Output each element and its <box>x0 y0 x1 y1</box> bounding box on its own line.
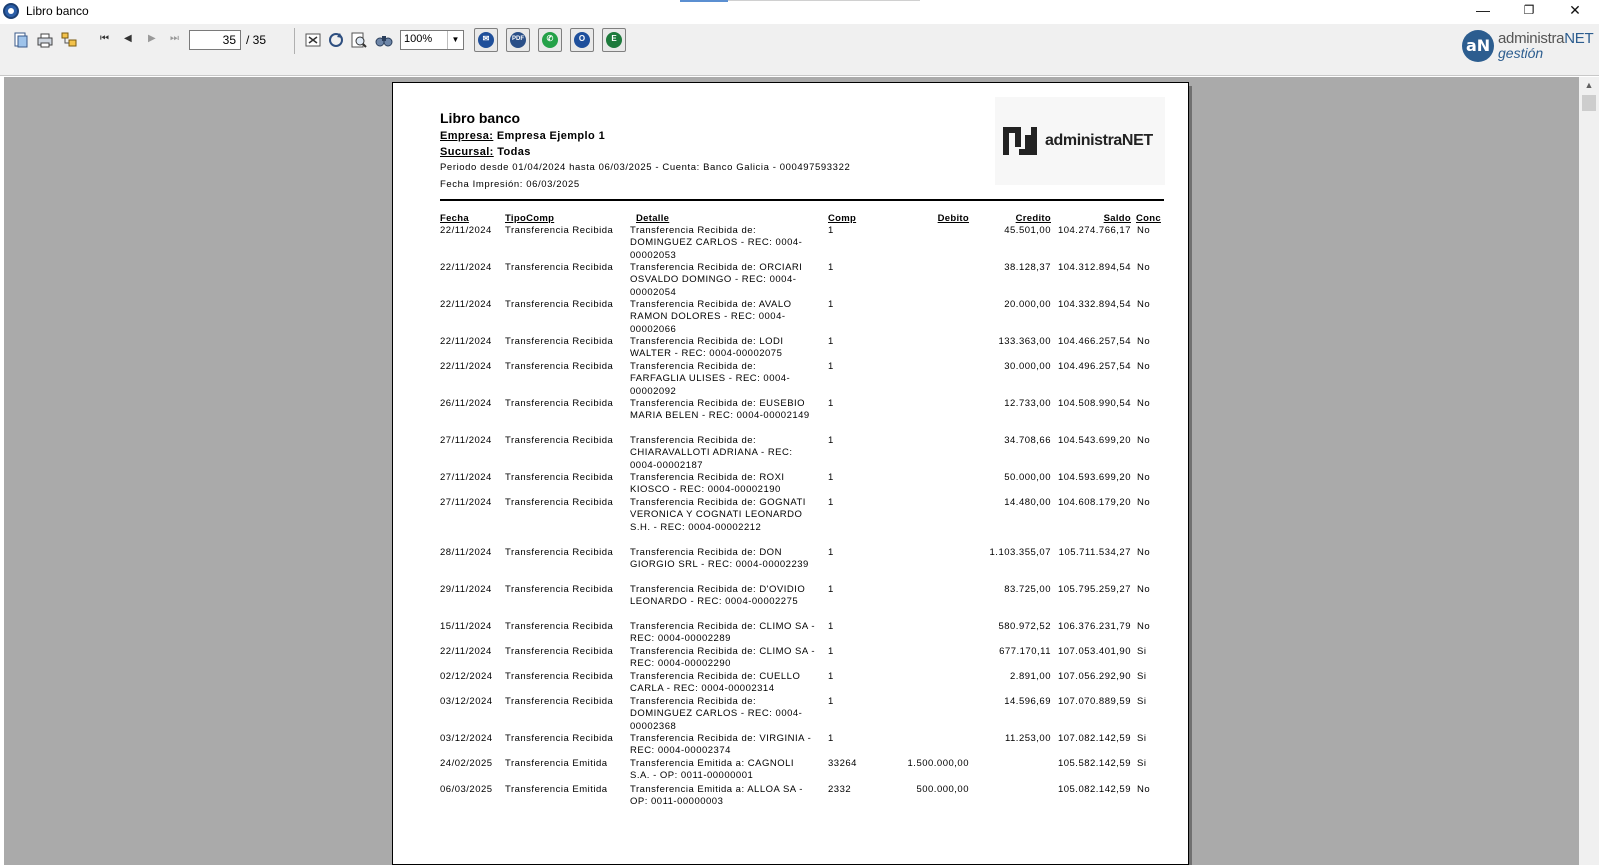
cell-conc: Si <box>1137 671 1147 682</box>
fecha-impresion-line: Fecha Impresión: 06/03/2025 <box>440 179 580 190</box>
administranet-logo-icon <box>1003 127 1037 155</box>
cell-conc: No <box>1137 225 1151 236</box>
cell-tipocomp: Transferencia Emitida <box>505 784 608 795</box>
cell-tipocomp: Transferencia Recibida <box>505 299 614 310</box>
report-logo-text: administraNET <box>1045 132 1153 149</box>
app-icon <box>3 3 19 19</box>
cell-credito: 1.103.355,07 <box>989 547 1051 558</box>
cell-tipocomp: Transferencia Recibida <box>505 262 614 273</box>
export-icon[interactable] <box>12 31 30 49</box>
cell-tipocomp: Transferencia Recibida <box>505 733 614 744</box>
report-title: Libro banco <box>440 110 521 126</box>
cell-comp: 1 <box>828 435 834 446</box>
cell-comp: 2332 <box>828 784 852 795</box>
cell-conc: No <box>1137 547 1151 558</box>
cell-conc: Si <box>1137 733 1147 744</box>
cell-detalle: Transferencia Recibida de: ORCIARI OSVALDO DOMINGO - REC: 0004-00002054 <box>630 262 803 298</box>
cell-credito: 50.000,00 <box>1004 472 1051 483</box>
whatsapp-icon: ✆ <box>542 32 558 48</box>
cell-detalle: Transferencia Recibida de: CLIMO SA - REC: 0004-00002290 <box>630 646 815 670</box>
cell-saldo: 104.466.257,54 <box>1057 336 1131 347</box>
page-shadow <box>1189 86 1192 865</box>
cell-fecha: 03/12/2024 <box>440 733 493 744</box>
cell-fecha: 06/03/2025 <box>440 784 493 795</box>
col-tipocomp: TipoComp <box>505 213 555 224</box>
prev-page-button[interactable]: ◀ <box>124 33 132 44</box>
sucursal-line: Sucursal: Todas <box>440 146 531 158</box>
vertical-scrollbar[interactable] <box>1579 77 1599 865</box>
restore-button[interactable]: ❐ <box>1523 3 1535 17</box>
first-page-button[interactable]: ⏮ <box>100 33 109 44</box>
header-rule <box>440 199 1164 201</box>
zoom-select[interactable] <box>400 30 464 50</box>
excel-button[interactable] <box>602 28 626 52</box>
cell-fecha: 03/12/2024 <box>440 696 493 707</box>
cell-saldo: 104.274.766,17 <box>1057 225 1131 236</box>
cell-comp: 1 <box>828 299 834 310</box>
cell-fecha: 24/02/2025 <box>440 758 493 769</box>
cell-fecha: 27/11/2024 <box>440 435 492 446</box>
cell-conc: No <box>1137 584 1151 595</box>
toolbar-separator <box>294 28 295 54</box>
col-saldo: Saldo <box>1103 213 1131 224</box>
cell-comp: 1 <box>828 733 834 744</box>
cell-fecha: 22/11/2024 <box>440 646 492 657</box>
outlook-icon: O <box>574 32 590 48</box>
cell-fecha: 15/11/2024 <box>440 621 492 632</box>
cell-conc: Si <box>1137 646 1147 657</box>
cell-saldo: 105.711.534,27 <box>1058 547 1131 558</box>
cell-tipocomp: Transferencia Recibida <box>505 497 614 508</box>
cell-credito: 580.972,52 <box>998 621 1051 632</box>
cell-fecha: 22/11/2024 <box>440 262 492 273</box>
cell-saldo: 104.332.894,54 <box>1057 299 1131 310</box>
cell-conc: No <box>1137 784 1151 795</box>
cell-saldo: 104.593.699,20 <box>1057 472 1131 483</box>
periodo-line: Periodo desde 01/04/2024 hasta 06/03/2025 - Cuenta: Banco Galicia - 000497593322 <box>440 162 851 173</box>
cell-conc: No <box>1137 497 1151 508</box>
email-icon: ✉ <box>478 32 494 48</box>
cell-conc: No <box>1137 621 1151 632</box>
cell-credito: 12.733,00 <box>1004 398 1051 409</box>
cell-detalle: Transferencia Recibida de: D'OVIDIO LEONARDO - REC: 0004-00002275 <box>630 584 806 608</box>
cell-comp: 1 <box>828 336 834 347</box>
cell-fecha: 22/11/2024 <box>440 336 492 347</box>
cell-saldo: 105.795.259,27 <box>1057 584 1131 595</box>
cell-comp: 1 <box>828 262 834 273</box>
cell-tipocomp: Transferencia Emitida <box>505 758 608 769</box>
cell-saldo: 107.070.889,59 <box>1057 696 1131 707</box>
cell-detalle: Transferencia Recibida de: CLIMO SA - REC: 0004-00002289 <box>630 621 815 645</box>
close-button[interactable]: ✕ <box>1569 2 1581 18</box>
cell-tipocomp: Transferencia Recibida <box>505 472 614 483</box>
cell-comp: 1 <box>828 696 834 707</box>
cell-detalle: Transferencia Recibida de: DON GIORGIO SRL - REC: 0004-00002239 <box>630 547 809 571</box>
cell-tipocomp: Transferencia Recibida <box>505 435 614 446</box>
cell-conc: No <box>1137 262 1151 273</box>
cell-comp: 1 <box>828 621 834 632</box>
cell-detalle: Transferencia Emitida a: CAGNOLI S.A. - OP: 0011-00000001 <box>630 758 795 782</box>
cell-credito: 38.128,37 <box>1004 262 1051 273</box>
cell-conc: No <box>1137 361 1151 372</box>
whatsapp-button[interactable] <box>538 28 562 52</box>
cell-fecha: 26/11/2024 <box>440 398 492 409</box>
cell-saldo: 104.496.257,54 <box>1057 361 1131 372</box>
cell-debito: 500.000,00 <box>916 784 969 795</box>
cell-comp: 1 <box>828 472 834 483</box>
cell-credito: 83.725,00 <box>1004 584 1051 595</box>
cell-tipocomp: Transferencia Recibida <box>505 547 614 558</box>
cell-fecha: 02/12/2024 <box>440 671 493 682</box>
cell-saldo: 107.056.292,90 <box>1057 671 1131 682</box>
next-page-button[interactable]: ▶ <box>148 33 156 44</box>
col-detalle: Detalle <box>636 213 670 224</box>
empresa-line: Empresa: Empresa Ejemplo 1 <box>440 130 606 142</box>
cell-saldo: 106.376.231,79 <box>1057 621 1131 632</box>
cell-fecha: 22/11/2024 <box>440 299 492 310</box>
cell-saldo: 104.608.179,20 <box>1057 497 1131 508</box>
cell-detalle: Transferencia Recibida de: DOMINGUEZ CARLOS - REC: 0004-00002053 <box>630 225 803 261</box>
cell-fecha: 22/11/2024 <box>440 361 492 372</box>
cell-comp: 1 <box>828 584 834 595</box>
pdf-button[interactable] <box>506 28 530 52</box>
cell-detalle: Transferencia Recibida de: CHIARAVALLOTI ADRIANA - REC: 0004-00002187 <box>630 435 793 471</box>
cell-credito: 11.253,00 <box>1004 733 1051 744</box>
cell-tipocomp: Transferencia Recibida <box>505 646 614 657</box>
pdf-icon: PDF <box>510 32 526 48</box>
chevron-down-icon[interactable]: ▼ <box>447 31 463 49</box>
cell-comp: 33264 <box>828 758 857 769</box>
scroll-thumb[interactable] <box>1582 95 1596 111</box>
cell-saldo: 104.508.990,54 <box>1057 398 1131 409</box>
brand-mark-icon: aN <box>1462 30 1494 62</box>
cell-detalle: Transferencia Recibida de: ROXI KIOSCO - REC: 0004-00002190 <box>630 472 785 496</box>
cell-saldo: 105.082.142,59 <box>1057 784 1131 795</box>
toolbar <box>0 24 1599 76</box>
cell-detalle: Transferencia Recibida de: VIRGINIA - REC: 0004-00002374 <box>630 733 812 757</box>
cell-conc: No <box>1137 336 1151 347</box>
cell-tipocomp: Transferencia Recibida <box>505 398 614 409</box>
cell-tipocomp: Transferencia Recibida <box>505 584 614 595</box>
cell-tipocomp: Transferencia Recibida <box>505 225 614 236</box>
title-bar <box>0 0 1599 24</box>
cell-conc: Si <box>1137 758 1147 769</box>
cell-detalle: Transferencia Recibida de: FARFAGLIA ULISES - REC: 0004-00002092 <box>630 361 791 397</box>
cell-comp: 1 <box>828 671 834 682</box>
cell-fecha: 29/11/2024 <box>440 584 492 595</box>
cell-conc: Si <box>1137 696 1147 707</box>
col-debito: Debito <box>937 213 969 224</box>
cell-saldo: 107.053.401,90 <box>1057 646 1131 657</box>
cell-saldo: 105.582.142,59 <box>1057 758 1131 769</box>
zoom-page-icon[interactable] <box>350 31 368 49</box>
cell-saldo: 107.082.142,59 <box>1057 733 1131 744</box>
cell-debito: 1.500.000,00 <box>907 758 969 769</box>
cell-fecha: 27/11/2024 <box>440 497 492 508</box>
tree-toggle-icon[interactable] <box>60 31 78 49</box>
brand-logo <box>1460 28 1595 68</box>
cell-comp: 1 <box>828 547 834 558</box>
last-page-button[interactable]: ⏭ <box>170 33 179 44</box>
page-total: / 35 <box>246 33 267 47</box>
title-accent-line <box>728 0 920 1</box>
excel-icon: E <box>606 32 622 48</box>
cell-detalle: Transferencia Recibida de: CUELLO CARLA - REC: 0004-00002314 <box>630 671 801 695</box>
cell-tipocomp: Transferencia Recibida <box>505 671 614 682</box>
outlook-button[interactable] <box>570 28 594 52</box>
cell-detalle: Transferencia Recibida de: AVALO RAMON DOLORES - REC: 0004-00002066 <box>630 299 792 335</box>
cell-credito: 133.363,00 <box>998 336 1051 347</box>
cell-saldo: 104.312.894,54 <box>1057 262 1131 273</box>
cell-conc: No <box>1137 398 1151 409</box>
cell-comp: 1 <box>828 497 834 508</box>
col-conc: Conc <box>1136 213 1161 224</box>
col-fecha: Fecha <box>440 213 469 224</box>
cell-conc: No <box>1137 299 1151 310</box>
col-credito: Credito <box>1015 213 1051 224</box>
cell-fecha: 27/11/2024 <box>440 472 492 483</box>
col-comp: Comp <box>828 213 857 224</box>
scroll-up-icon[interactable]: ▲ <box>1584 80 1594 90</box>
cell-detalle: Transferencia Recibida de: LODI WALTER - REC: 0004-00002075 <box>630 336 784 360</box>
window-title: Libro banco <box>26 4 89 18</box>
cell-detalle: Transferencia Recibida de: DOMINGUEZ CARLOS - REC: 0004-00002368 <box>630 696 803 732</box>
cell-credito: 30.000,00 <box>1004 361 1051 372</box>
cell-saldo: 104.543.699,20 <box>1057 435 1131 446</box>
cell-detalle: Transferencia Emitida a: ALLOA SA - OP: 0011-00000003 <box>630 784 803 808</box>
cell-tipocomp: Transferencia Recibida <box>505 336 614 347</box>
cell-fecha: 28/11/2024 <box>440 547 492 558</box>
cell-credito: 2.891,00 <box>1010 671 1051 682</box>
cell-credito: 45.501,00 <box>1004 225 1051 236</box>
cell-conc: No <box>1137 435 1151 446</box>
cell-credito: 14.480,00 <box>1004 497 1051 508</box>
report-page <box>392 82 1189 865</box>
cell-comp: 1 <box>828 361 834 372</box>
cell-conc: No <box>1137 472 1151 483</box>
cell-credito: 20.000,00 <box>1004 299 1051 310</box>
page-number-input[interactable]: 35 <box>189 30 241 50</box>
cell-credito: 677.170,11 <box>999 646 1051 657</box>
print-icon[interactable] <box>36 31 54 49</box>
cell-detalle: Transferencia Recibida de: EUSEBIO MARIA BELEN - REC: 0004-00002149 <box>630 398 810 422</box>
minimize-button[interactable]: — <box>1476 2 1490 18</box>
search-icon[interactable] <box>375 31 393 49</box>
brand-name: administraNET <box>1498 30 1594 47</box>
cell-credito: 34.708,66 <box>1004 435 1051 446</box>
brand-subtitle: gestión <box>1498 45 1544 61</box>
cell-tipocomp: Transferencia Recibida <box>505 696 614 707</box>
close-preview-icon[interactable] <box>304 31 322 49</box>
cell-detalle: Transferencia Recibida de: GOGNATI VERONICA Y COGNATI LEONARDO S.H. - REC: 0004-00002212 <box>630 497 806 533</box>
refresh-icon[interactable] <box>327 31 345 49</box>
cell-tipocomp: Transferencia Recibida <box>505 361 614 372</box>
report-logo <box>995 97 1165 185</box>
cell-tipocomp: Transferencia Recibida <box>505 621 614 632</box>
zoom-value: 100% <box>404 33 433 45</box>
cell-comp: 1 <box>828 225 834 236</box>
email-button[interactable] <box>474 28 498 52</box>
cell-comp: 1 <box>828 646 834 657</box>
cell-credito: 14.596,69 <box>1004 696 1051 707</box>
cell-fecha: 22/11/2024 <box>440 225 492 236</box>
cell-comp: 1 <box>828 398 834 409</box>
title-accent <box>680 0 728 2</box>
